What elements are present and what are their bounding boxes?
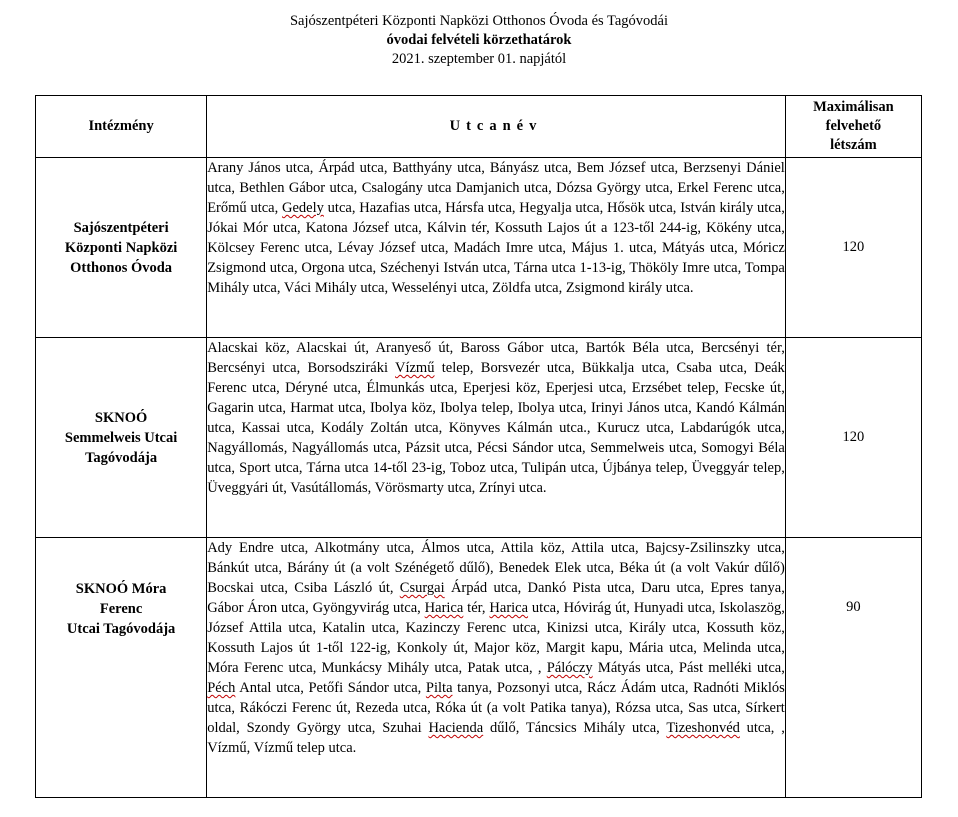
max-count-header-line-2: felvehető (825, 118, 882, 134)
table-header-row (36, 96, 922, 158)
street-text: telep, Borsvezér utca, Bükkalja utca, Csaba utca, Deák Ferenc utca, Déryné utca, Élmunkás utca, Eperjesi köz, Eperjesi utca, Erzsébet telep, Fecske út, Gagarin utca, Harmat utca, Ibolya köz, Ibolya telep, Ibolya utca, Irinyi János utca, Kandó Kálmán utca, Kassai utca, Kodály Zoltán utca, Könyves Kálmán utca., Kurucz utca, Labdarúgók utca, Nagyállomás, Nagyállomás utca, Pázsit utca, Pécsi Sándor utca, Semmelweis utca, Somogyi Béla utca, Sport utca, Tárna utca 14-től 23-ig, Toboz utca, Tulipán utca, Újbánya telep, Üveggyár telep, Üveggyári út, Vasútállomás, Vörösmarty utca, Zrínyi utca. (207, 360, 785, 496)
header-line-1: Sajószentpéteri Központi Napközi Otthonos Óvoda és Tagóvodái (289, 13, 669, 29)
street-text: tanya, Pozsonyi utca, Rácz Ádám utca, Radnóti Miklós utca, Rákóczi Ferenc út, Rezeda utca, Róka út (a volt Patika tanya), Rózsa utca, Sas utca, Sírkert oldal, Szondy György utca, Szuhai (207, 680, 785, 736)
street-text: tér, (463, 600, 490, 616)
misspelled-word: Gedely (282, 200, 324, 216)
misspelled-word: Pálóczy (546, 660, 593, 676)
street-text: Árpád utca, Dankó Pista utca, Daru utca, Epres tanya, Gábor Áron utca, Gyöngyvirág utca, (207, 580, 785, 616)
institution-name-line-3: Tagóvodája (85, 449, 158, 466)
institution-cell (36, 338, 207, 538)
street-text: utca, Hazafias utca, Hársfa utca, Hegyalja utca, Hősök utca, István király utca, Jókai Mór utca, Katona József utca, Kálvin tér, Kossuth Lajos út a 123-től 244-ig, Kökény utca, Kölcsey Ferenc utca, Lévay József utca, Madách Imre utca, Május 1. utca, Mátyás utca, Móricz Zsigmond utca, Orgona utca, Széchenyi István utca, Tárna utca 1-13-ig, Thököly Imre utca, Tompa Mihály utca, Váci Mihály utca, Wesselényi utca, Zöldfa utca, Zsigmond király utca. (207, 200, 785, 296)
misspelled-word: Vízmű (395, 360, 435, 376)
misspelled-word: Csurgai (399, 580, 445, 596)
max-count-header (785, 96, 921, 158)
header-line-2: óvodai felvételi körzethatárok (386, 32, 572, 48)
street-text: Mátyás utca, Pást melléki utca, (592, 660, 785, 676)
street-text: Alacskai köz, Alacskai út, Aranyeső út, Baross Gábor utca, Bartók Béla utca, Bercsényi tér, Bercsényi utca, Borsodsziráki (207, 340, 785, 376)
table-row (36, 538, 922, 798)
institution-name-line-3: Otthonos Óvoda (70, 259, 173, 276)
max-count-header-line-1: Maximálisan (813, 99, 894, 115)
misspelled-word: Pilta (425, 680, 453, 696)
misspelled-word: Harica (489, 600, 529, 616)
max-count-header-line-3: létszám (830, 137, 877, 153)
max-count-cell: 120 (785, 158, 921, 338)
document-header (0, 12, 958, 69)
max-count-cell: 90 (785, 538, 921, 798)
street-header: Utcanév (207, 96, 786, 158)
misspelled-word: Péch (207, 680, 236, 696)
institution-cell (36, 158, 207, 338)
misspelled-word: Harica (424, 600, 464, 616)
institution-name-line-2: Központi Napközi (64, 239, 178, 256)
table-row (36, 158, 922, 338)
institution-cell (36, 538, 207, 798)
street-text: Antal utca, Petőfi Sándor utca, (235, 680, 426, 696)
institution-name-line-1: Sajószentpéteri (73, 219, 169, 236)
table-row (36, 338, 922, 538)
max-count-cell: 120 (785, 338, 921, 538)
district-table (35, 95, 922, 798)
street-text: utca, , Vízmű, Vízmű telep utca. (207, 720, 785, 756)
institution-name-line-2: Semmelweis Utcai (64, 429, 178, 446)
institution-name-line-3: Utcai Tagóvodája (66, 621, 176, 637)
street-list-cell (207, 538, 786, 798)
institution-name-line-2: Ferenc (99, 601, 143, 617)
street-text: utca, Hóvirág út, Hunyadi utca, Iskolaszög, József Attila utca, Katalin utca, Kazinczy Ferenc utca, Kinizsi utca, Király utca, Kossuth köz, Kossuth Lajos út 1-től 122-ig, Konkoly út, Major köz, Margit kapu, Mária utca, Melinda utca, Móra Ferenc utca, Munkácsy Mihály utca, Patak utca, , (207, 600, 785, 676)
street-text: Ady Endre utca, Alkotmány utca, Álmos utca, Attila köz, Attila utca, Bajcsy-Zsilinszky utca, Bánkút utca, Bárány út (a volt Szénégető dűlő), Benedek Elek utca, Béka út (a volt Vakúr dűlő) Bocskai utca, Csiba László út, (207, 540, 785, 596)
street-text: dűlő, Táncsics Mihály utca, (483, 720, 667, 736)
institution-name-line-1: SKNOÓ Móra (75, 581, 167, 597)
street-list-cell (207, 158, 786, 338)
header-line-3: 2021. szeptember 01. napjától (391, 51, 567, 67)
misspelled-word: Tizeshonvéd (666, 720, 740, 736)
street-text: Arany János utca, Árpád utca, Batthyány utca, Bányász utca, Bem József utca, Berzsenyi Dániel utca, Bethlen Gábor utca, Csalogány utca Damjanich utca, Dózsa György utca, Erkel Ferenc utca, Erőmű utca, (207, 160, 785, 216)
street-list-cell (207, 338, 786, 538)
institution-header: Intézmény (36, 96, 207, 158)
misspelled-word: Hacienda (428, 720, 484, 736)
institution-name-line-1: SKNOÓ (94, 409, 148, 426)
